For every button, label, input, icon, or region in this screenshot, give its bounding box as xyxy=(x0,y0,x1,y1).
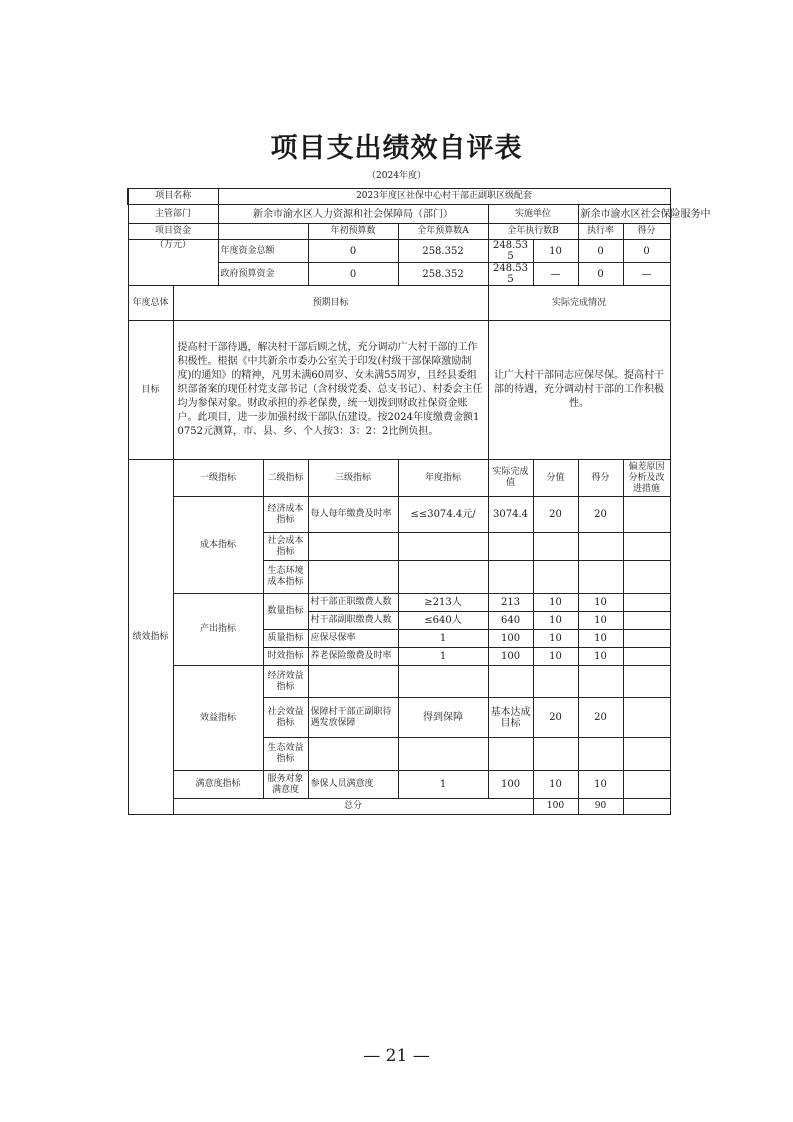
cost-economic-l2: 经济成本指标 xyxy=(263,497,308,533)
output-q1-value: 10 xyxy=(533,594,578,612)
cost-economic-l3: 每人每年缴费及时率 xyxy=(308,497,398,533)
cost-eco-l2: 生态环境成本指标 xyxy=(263,561,308,594)
cost-economic-actual: 3074.4 xyxy=(488,497,533,533)
total-score: 0 xyxy=(623,240,670,263)
total-budget: 258.352 xyxy=(398,240,488,263)
cost-economic-score: 20 xyxy=(578,497,623,533)
level1-header: 一级指标 xyxy=(173,460,263,497)
output-quality-target: 1 xyxy=(398,630,488,648)
total-rate: 0 xyxy=(578,240,623,263)
perf-indicators-label: 绩效指标 xyxy=(128,460,173,815)
total-label: 总分 xyxy=(173,799,533,815)
executor-value: 新余市渝水区社会保险服务中 xyxy=(578,205,670,224)
output-quality-l2: 质量指标 xyxy=(263,630,308,648)
benefit-social-value: 20 xyxy=(533,698,578,738)
output-q1-l3: 村干部正职缴费人数 xyxy=(308,594,398,612)
document-year: （2024年度） xyxy=(367,171,426,181)
benefit-eco-l2: 生态效益指标 xyxy=(263,738,308,771)
project-name-label: 项目名称 xyxy=(128,189,218,205)
total-funds-label: 年度资金总额 xyxy=(218,240,308,263)
gov-rate: 0 xyxy=(578,263,623,286)
output-q2-actual: 640 xyxy=(488,612,533,630)
goal-label: 目标 xyxy=(128,321,173,460)
output-q1-target: ≥213人 xyxy=(398,594,488,612)
col-budget-header: 全年预算数A xyxy=(398,224,488,240)
benefit-indicator-label: 效益指标 xyxy=(173,666,263,771)
col-exec-header: 全年执行数B xyxy=(488,224,578,240)
cost-indicator-label: 成本指标 xyxy=(173,497,263,594)
satisfaction-indicator-label: 满意度指标 xyxy=(173,771,263,799)
output-time-target: 1 xyxy=(398,648,488,666)
gov-score: — xyxy=(623,263,670,286)
satisfaction-value: 10 xyxy=(533,771,578,799)
total-value: 100 xyxy=(533,799,578,815)
output-q2-target: ≤640人 xyxy=(398,612,488,630)
department-label: 主管部门 xyxy=(128,205,218,224)
deviation-header: 偏差原因分析及改进措施 xyxy=(623,460,670,497)
score-header: 得分 xyxy=(578,460,623,497)
annual-indicator-header: 年度指标 xyxy=(398,460,488,497)
satisfaction-score: 10 xyxy=(578,771,623,799)
planned-goal-text: 提高村干部待遇，解决村干部后顾之忧，充分调动广大村干部的工作积极性。根据《中共新余市委办公室关于印发(村级干部保障激励制度)的通知》的精神，凡男未满60周岁、女未满55周岁，且经县委组织部备案的现任村党支部书记（含村级党委、总支书记）、村委会主任均为参保对象。财政承担的养老保费，统一划拨到财政社保资金账户。此项目，进一步加强村级干部队伍建设。按2024年度缴费金额10752元测算，市、县、乡、个人按3：3：2：2比例负担。 xyxy=(173,321,488,460)
cost-economic-deviation xyxy=(623,497,670,533)
output-time-score: 10 xyxy=(578,648,623,666)
output-time-l3: 养老保险缴费及时率 xyxy=(308,648,398,666)
col-score-header: 得分 xyxy=(623,224,670,240)
funds-label: 项目资金 xyxy=(128,224,218,240)
output-q2-l3: 村干部副职缴费人数 xyxy=(308,612,398,630)
gov-funds-label: 政府预算资金 xyxy=(218,263,308,286)
output-quality-l3: 应保尽保率 xyxy=(308,630,398,648)
benefit-social-actual: 基本达成目标 xyxy=(488,698,533,738)
benefit-social-score: 20 xyxy=(578,698,623,738)
total-score-value: 10 xyxy=(533,240,578,263)
benefit-social-l3: 保障村干部正副职待遇发放保障 xyxy=(308,698,398,738)
department-value: 新余市渝水区人力资源和社会保障局（部门） xyxy=(218,205,488,224)
funds-blank xyxy=(218,224,308,240)
benefit-economic-l2: 经济效益指标 xyxy=(263,666,308,698)
output-quantity-l2: 数量指标 xyxy=(263,594,308,630)
output-q1-actual: 213 xyxy=(488,594,533,612)
annual-overall-label: 年度总体 xyxy=(128,286,173,321)
level2-header: 二级指标 xyxy=(263,460,308,497)
satisfaction-actual: 100 xyxy=(488,771,533,799)
level3-header: 三级指标 xyxy=(308,460,398,497)
cost-economic-value: 20 xyxy=(533,497,578,533)
col-rate-header: 执行率 xyxy=(578,224,623,240)
actual-result-text: 让广大村干部同志应保尽保。提高村干部的待遇，充分调动村干部的工作积极性。 xyxy=(488,321,670,460)
page-number: — 21 — xyxy=(363,1046,430,1066)
performance-table xyxy=(127,188,711,815)
output-time-l2: 时效指标 xyxy=(263,648,308,666)
satisfaction-l3: 参保人员满意度 xyxy=(308,771,398,799)
actual-value-header: 实际完成值 xyxy=(488,460,533,497)
output-quality-actual: 100 xyxy=(488,630,533,648)
funds-unit: （万元） xyxy=(128,240,218,286)
executor-label: 实施单位 xyxy=(488,205,578,224)
gov-score-value: — xyxy=(533,263,578,286)
cost-social-l2: 社会成本指标 xyxy=(263,533,308,561)
benefit-social-target: 得到保障 xyxy=(398,698,488,738)
gov-initial: 0 xyxy=(308,263,398,286)
output-q2-value: 10 xyxy=(533,612,578,630)
document-title: 项目支出绩效自评表 xyxy=(270,133,523,164)
output-q2-score: 10 xyxy=(578,612,623,630)
actual-header: 实际完成情况 xyxy=(488,286,670,321)
benefit-social-l2: 社会效益指标 xyxy=(263,698,308,738)
output-indicator-label: 产出指标 xyxy=(173,594,263,666)
project-name-value: 2023年度区社保中心村干部正副职区级配套 xyxy=(218,189,670,205)
total-score-final: 90 xyxy=(578,799,623,815)
score-value-header: 分值 xyxy=(533,460,578,497)
output-quality-score: 10 xyxy=(578,630,623,648)
col-initial-header: 年初预算数 xyxy=(308,224,398,240)
total-exec: 248.535 xyxy=(488,240,533,263)
gov-budget: 258.352 xyxy=(398,263,488,286)
planned-header: 预期目标 xyxy=(173,286,488,321)
cost-economic-target: ≤≤3074.4元/ xyxy=(398,497,488,533)
satisfaction-l2: 服务对象满意度 xyxy=(263,771,308,799)
output-q1-score: 10 xyxy=(578,594,623,612)
output-time-actual: 100 xyxy=(488,648,533,666)
satisfaction-target: 1 xyxy=(398,771,488,799)
total-initial: 0 xyxy=(308,240,398,263)
output-quality-value: 10 xyxy=(533,630,578,648)
output-time-value: 10 xyxy=(533,648,578,666)
gov-exec: 248.535 xyxy=(488,263,533,286)
